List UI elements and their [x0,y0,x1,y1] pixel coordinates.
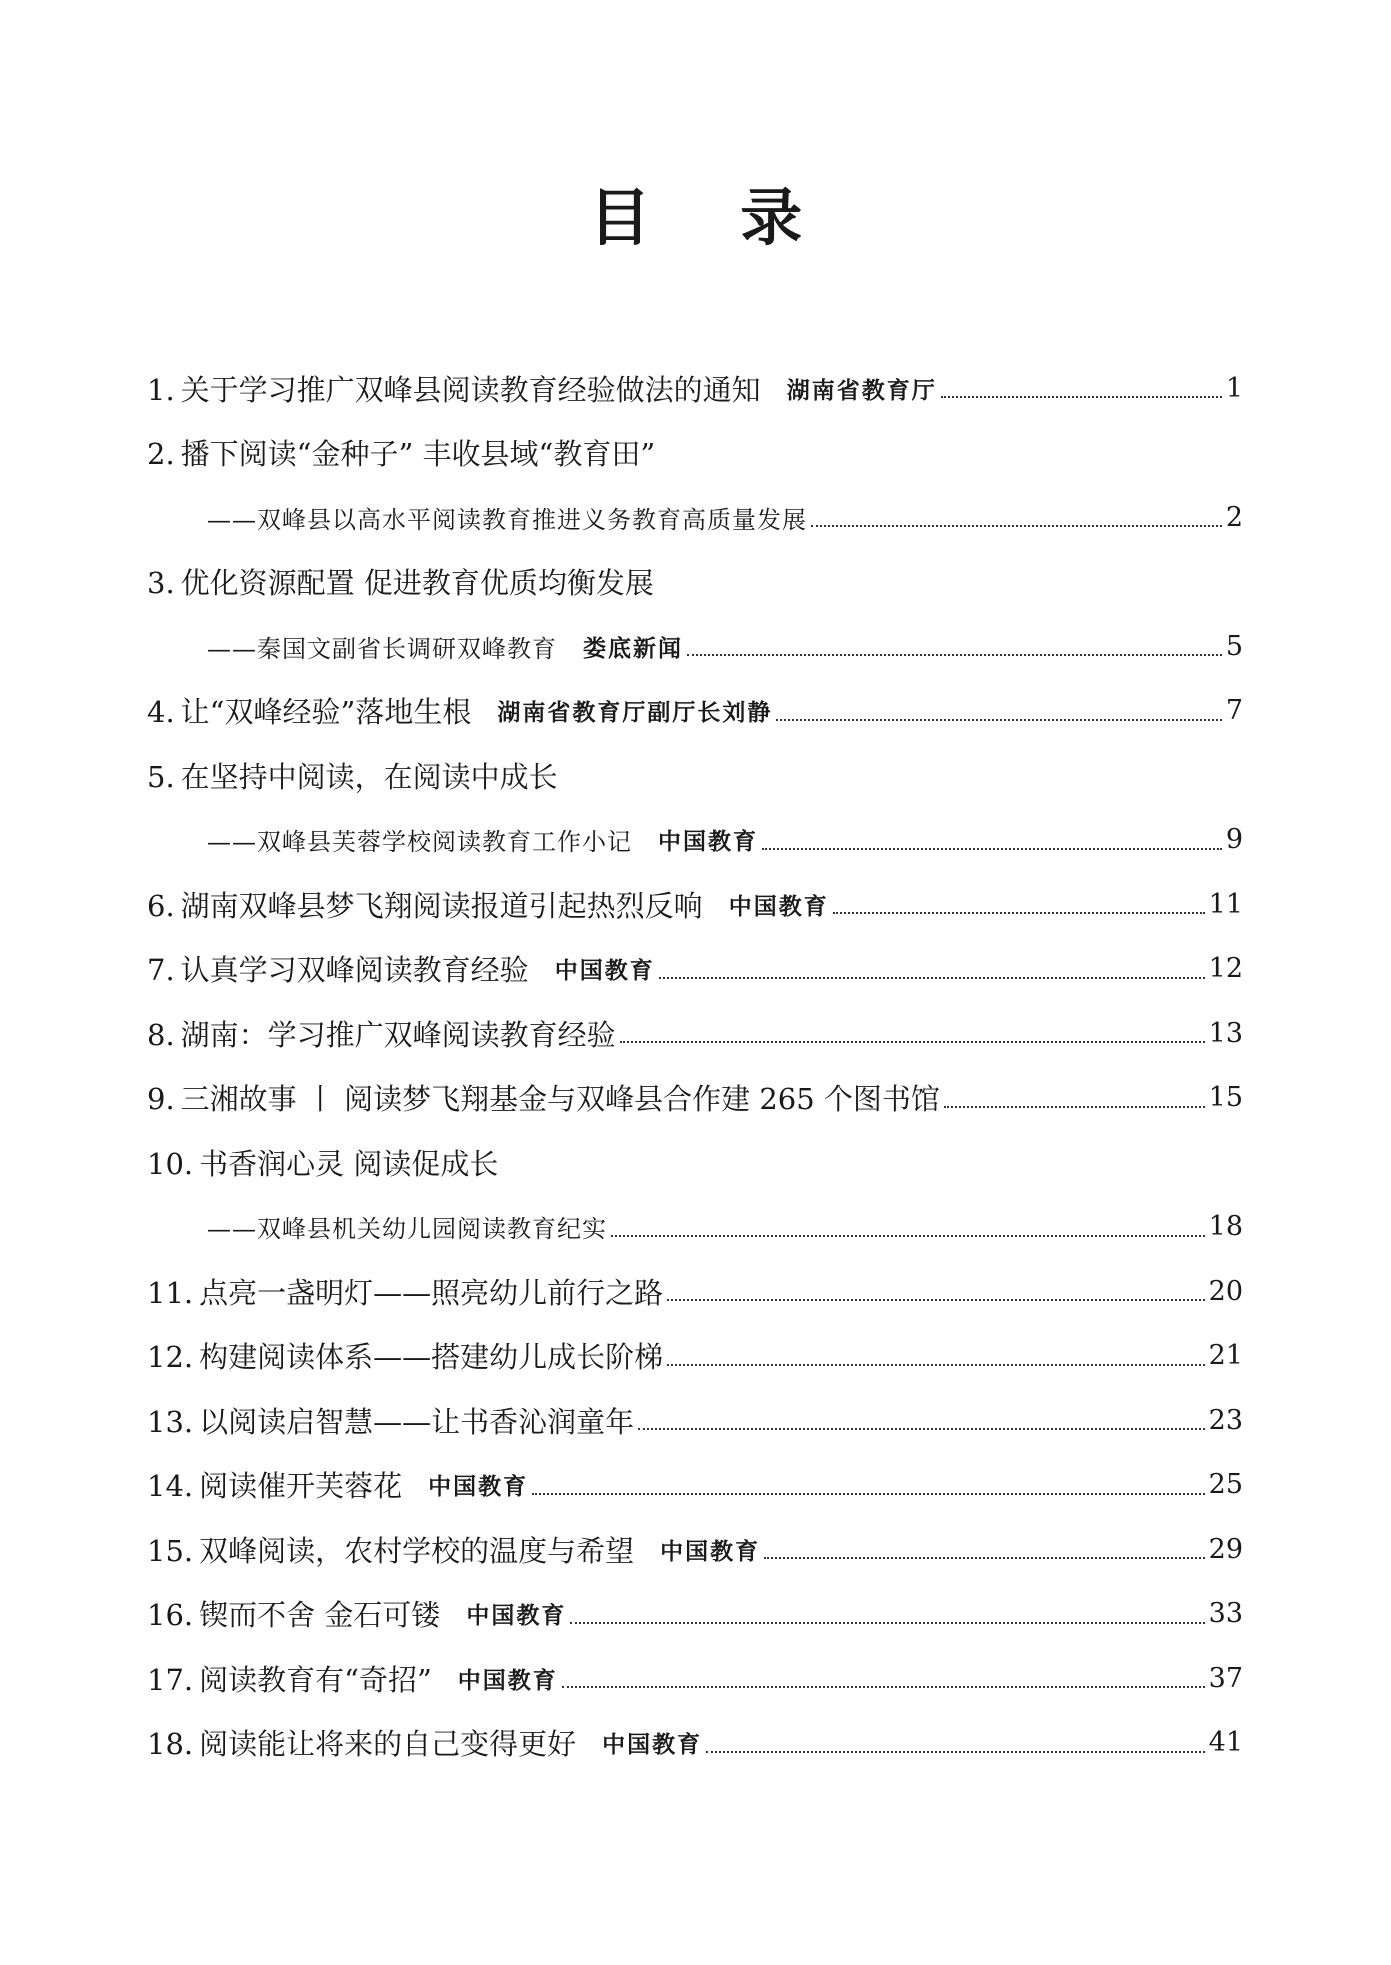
toc-entry[interactable] [147,1453,1243,1518]
toc-entry-number: 17. [147,1662,194,1697]
toc-entry-page: 2 [1225,501,1243,533]
dot-leader [570,1622,1204,1624]
toc-entry-page: 33 [1208,1598,1243,1630]
toc-entry[interactable] [147,1711,1243,1776]
toc-entry-title: 锲而不舍 金石可镂 [199,1598,441,1633]
dot-leader [762,848,1222,850]
toc-entry-number: 7. [147,953,175,988]
toc-entry-title: 湖南：学习推广双峰阅读教育经验 [180,1017,616,1052]
toc-entry-number: 5. [147,759,175,794]
toc-entry-number: 8. [147,1017,175,1052]
toc-entry-number: 14. [147,1469,194,1504]
toc-entry-title: 书香润心灵 阅读促成长 [199,1146,499,1181]
toc-entry-title: 阅读教育有“奇招” [199,1662,432,1697]
toc-entry-title: 关于学习推广双峰县阅读教育经验做法的通知 [180,372,761,407]
toc-entry[interactable] [147,1517,1243,1582]
dot-leader [620,1041,1205,1043]
toc-entry-page: 13 [1208,1017,1243,1049]
toc-entry-source: 中国教育 [466,1602,567,1630]
toc-entry-title: 双峰阅读，农村学校的温度与希望 [199,1533,635,1568]
toc-entry-page: 1 [1225,372,1243,404]
dot-leader [776,719,1221,721]
dot-leader [944,1106,1205,1108]
toc-entry-number: 16. [147,1598,194,1633]
toc-entry-title: 构建阅读体系——搭建幼儿成长阶梯 [199,1340,664,1375]
toc-entry-number: 2. [147,437,175,472]
toc-entry-number: 1. [147,372,175,407]
toc-entry[interactable] [147,679,1243,744]
toc-entry-source: 湖南省教育厅副厅长刘静 [497,699,773,727]
toc-entry-source: 中国教育 [728,892,829,920]
toc-entry-page: 23 [1208,1404,1243,1436]
dot-leader [638,1428,1205,1430]
toc-entry-number: 11. [147,1275,194,1310]
toc-entry-number: 10. [147,1146,194,1181]
toc-entry-title: 湖南双峰县梦飞翔阅读报道引起热烈反响 [180,888,703,923]
toc-entry[interactable] [147,1001,1243,1066]
toc-entry[interactable] [147,1324,1243,1389]
toc-entry-source: 中国教育 [457,1666,558,1694]
toc-entry-page: 15 [1208,1082,1243,1114]
toc-entry-page: 41 [1208,1727,1243,1759]
toc-entry-subtitle[interactable] [147,614,1243,679]
toc-entry-number: 9. [147,1082,175,1117]
toc-entry[interactable] [147,937,1243,1002]
table-of-contents [147,356,1243,1775]
dot-leader [941,396,1222,398]
dot-leader [667,1364,1205,1366]
toc-entry-subtitle[interactable] [147,485,1243,550]
dot-leader [659,977,1205,979]
toc-entry-page: 12 [1208,953,1243,985]
toc-entry-page: 9 [1225,824,1243,856]
toc-entry-number: 6. [147,888,175,923]
toc-entry-title: 播下阅读“金种子” 丰收县域“教育田” [180,437,656,472]
toc-entry[interactable] [147,1259,1243,1324]
toc-entry-subtitle-text: ——双峰县芙蓉学校阅读教育工作小记 [207,828,632,857]
toc-entry-page: 11 [1208,888,1243,920]
page-title: 目 录 [588,181,837,254]
toc-entry-source: 中国教育 [428,1473,529,1501]
toc-entry[interactable] [147,421,1243,486]
toc-entry-title: 点亮一盏明灯——照亮幼儿前行之路 [199,1275,664,1310]
toc-entry-subtitle-text: ——双峰县机关幼儿园阅读教育纪实 [207,1215,607,1244]
toc-entry-number: 13. [147,1404,194,1439]
toc-entry[interactable] [147,1582,1243,1647]
dot-leader [532,1493,1205,1495]
toc-entry[interactable] [147,1388,1243,1453]
toc-entry-source: 湖南省教育厅 [786,376,937,404]
dot-leader [811,525,1222,527]
toc-entry-source: 娄底新闻 [583,634,683,662]
toc-entry-subtitle-text: ——双峰县以高水平阅读教育推进义务教育高质量发展 [207,505,807,534]
toc-entry-title: 优化资源配置 促进教育优质均衡发展 [180,566,654,601]
toc-entry-title: 在坚持中阅读，在阅读中成长 [180,759,558,794]
toc-entry[interactable] [147,1066,1243,1131]
toc-entry-page: 7 [1225,695,1243,727]
toc-entry[interactable] [147,1130,1243,1195]
toc-entry-page: 5 [1225,630,1243,662]
toc-entry-page: 20 [1208,1275,1243,1307]
dot-leader [833,912,1205,914]
toc-entry-number: 12. [147,1340,194,1375]
dot-leader [562,1686,1205,1688]
toc-entry-title: 阅读催开芙蓉花 [199,1469,403,1504]
toc-entry-title: 阅读能让将来的自己变得更好 [199,1727,577,1762]
toc-entry-source: 中国教育 [554,957,655,985]
toc-entry-source: 中国教育 [658,828,758,856]
dot-leader [687,654,1222,656]
toc-entry-title: 以阅读启智慧——让书香沁润童年 [199,1404,635,1439]
toc-entry-number: 3. [147,566,175,601]
toc-entry[interactable] [147,743,1243,808]
toc-entry-subtitle-text: ——秦国文副省长调研双峰教育 [207,634,557,663]
toc-entry-subtitle[interactable] [147,808,1243,873]
toc-entry-page: 37 [1208,1662,1243,1694]
toc-entry-page: 21 [1208,1340,1243,1372]
toc-entry-title: 认真学习双峰阅读教育经验 [180,953,529,988]
dot-leader [706,1751,1205,1753]
toc-entry[interactable] [147,872,1243,937]
toc-entry[interactable] [147,550,1243,615]
toc-entry-subtitle[interactable] [147,1195,1243,1260]
dot-leader [667,1299,1205,1301]
dot-leader [611,1235,1205,1237]
toc-entry-title: 三湘故事 丨 阅读梦飞翔基金与双峰县合作建 265 个图书馆 [180,1082,940,1117]
toc-entry[interactable] [147,1646,1243,1711]
toc-entry[interactable] [147,356,1243,421]
toc-entry-number: 4. [147,695,175,730]
toc-entry-number: 18. [147,1727,194,1762]
toc-entry-page: 18 [1208,1211,1243,1243]
toc-entry-number: 15. [147,1533,194,1568]
toc-entry-page: 29 [1208,1533,1243,1565]
toc-entry-page: 25 [1208,1469,1243,1501]
toc-entry-title: 让“双峰经验”落地生根 [180,695,472,730]
toc-entry-source: 中国教育 [660,1537,761,1565]
toc-entry-source: 中国教育 [602,1731,703,1759]
dot-leader [764,1557,1205,1559]
